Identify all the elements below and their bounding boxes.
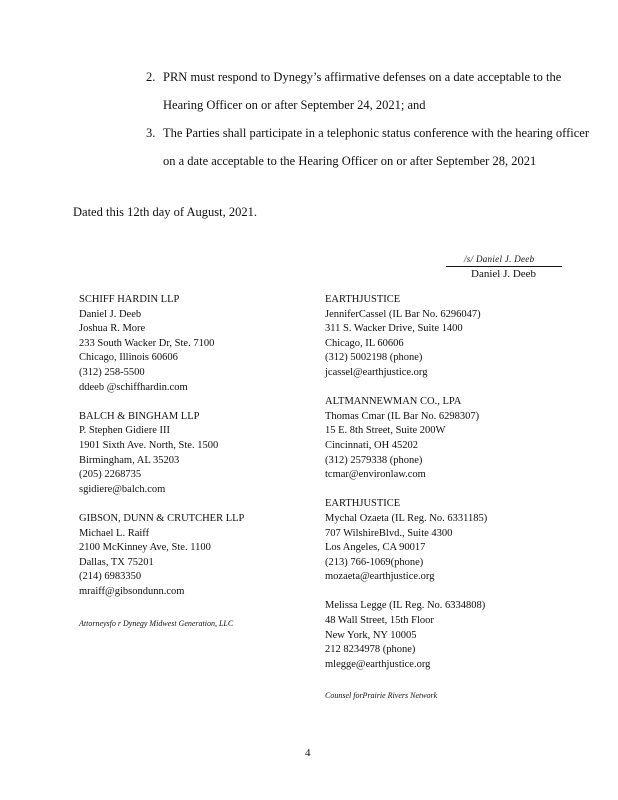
counsel-line: (214) 6983350	[79, 571, 142, 583]
counsel-line: Michael L. Raiff	[79, 527, 150, 539]
counsel-line: BALCH & BINGHAM LLP	[79, 410, 200, 422]
item-text: PRN must respond to Dynegy’s affirmative defenses on a date acceptable to the Hearing Officer on or after September 24, 2021; and	[163, 70, 562, 112]
counsel-block	[325, 599, 585, 672]
counsel-line: 48 Wall Street, 15th Floor	[325, 615, 434, 627]
counsel-line: 707 WilshireBlvd., Suite 4300	[325, 527, 453, 539]
signature-rule	[446, 266, 562, 267]
counsel-line: EARTHJUSTICE	[325, 498, 401, 510]
counsel-line: New York, NY 10005	[325, 629, 417, 641]
right-counsel-column	[325, 293, 585, 687]
counsel-line: ddeeb @schiffhardin.com	[79, 381, 188, 393]
left-counsel-column	[79, 293, 289, 614]
counsel-line: SCHIFF HARDIN LLP	[79, 294, 180, 305]
counsel-line: Birmingham, AL 35203	[79, 454, 180, 466]
counsel-line: tcmar@environlaw.com	[325, 469, 426, 481]
counsel-line: (312) 258-5500	[79, 366, 145, 378]
counsel-line: (213) 766-1069(phone)	[325, 556, 424, 568]
counsel-line: Joshua R. More	[79, 323, 146, 335]
dated-line: Dated this 12th day of August, 2021.	[73, 205, 258, 219]
counsel-line: 233 South Wacker Dr, Ste. 7100	[79, 337, 215, 349]
counsel-line: Los Angeles, CA 90017	[325, 542, 426, 554]
counsel-line: Cincinnati, OH 45202	[325, 439, 419, 451]
counsel-line: P. Stephen Gidiere III	[79, 425, 170, 437]
counsel-line: Thomas Cmar (IL Bar No. 6298307)	[325, 410, 480, 422]
counsel-block	[79, 512, 289, 600]
counsel-line: 311 S. Wacker Drive, Suite 1400	[325, 323, 463, 335]
item-text: The Parties shall participate in a telephonic status conference with the hearing officer on a date acceptable to the Hearing Officer on or after September 28, 2021	[163, 126, 589, 168]
counsel-line: (312) 5002198 (phone)	[325, 352, 423, 364]
counsel-line: Daniel J. Deeb	[79, 308, 142, 320]
counsel-line: 1901 Sixth Ave. North, Ste. 1500	[79, 439, 219, 451]
signature-name: Daniel J. Deeb	[471, 268, 537, 280]
counsel-line: 15 E. 8th Street, Suite 200W	[325, 425, 446, 437]
counsel-line: Dallas, TX 75201	[79, 556, 154, 568]
counsel-line: (312) 2579338 (phone)	[325, 454, 423, 466]
counsel-line: Chicago, IL 60606	[325, 337, 404, 349]
counsel-line: Melissa Legge (IL Reg. No. 6334808)	[325, 600, 486, 612]
counsel-line: Chicago, Illinois 60606	[79, 352, 178, 364]
counsel-line: sgidiere@balch.com	[79, 483, 166, 495]
counsel-line: JenniferCassel (IL Bar No. 6296047)	[325, 308, 481, 320]
counsel-line: 212 8234978 (phone)	[325, 644, 416, 656]
counsel-line: mlegge@earthjustice.org	[325, 658, 431, 670]
counsel-block	[79, 410, 289, 498]
counsel-line: EARTHJUSTICE	[325, 294, 401, 305]
counsel-block	[325, 497, 585, 585]
counsel-line: (205) 2268735	[79, 469, 142, 481]
counsel-block	[79, 293, 289, 395]
counsel-line: GIBSON, DUNN & CRUTCHER LLP	[79, 512, 245, 524]
counsel-line: 2100 McKinney Ave, Ste. 1100	[79, 542, 211, 554]
right-counsel-note: Counsel forPrairie Rivers Network	[325, 691, 438, 700]
signature-line: /s/ Daniel J. Deeb	[464, 254, 535, 264]
counsel-line: jcassel@earthjustice.org	[325, 366, 428, 378]
item-number: 2.	[146, 70, 156, 84]
page-number: 4	[305, 747, 311, 759]
counsel-line: ALTMANNEWMAN CO., LPA	[325, 396, 462, 408]
counsel-line: Mychal Ozaeta (IL Reg. No. 6331185)	[325, 512, 488, 524]
item-number: 3.	[146, 126, 156, 140]
counsel-line: mozaeta@earthjustice.org	[325, 571, 435, 583]
counsel-block	[325, 395, 585, 483]
left-attorneys-note: Attorneysfo r Dynegy Midwest Generation, LLC	[79, 619, 234, 628]
counsel-block	[325, 293, 585, 381]
counsel-line: mraiff@gibsondunn.com	[79, 585, 185, 597]
